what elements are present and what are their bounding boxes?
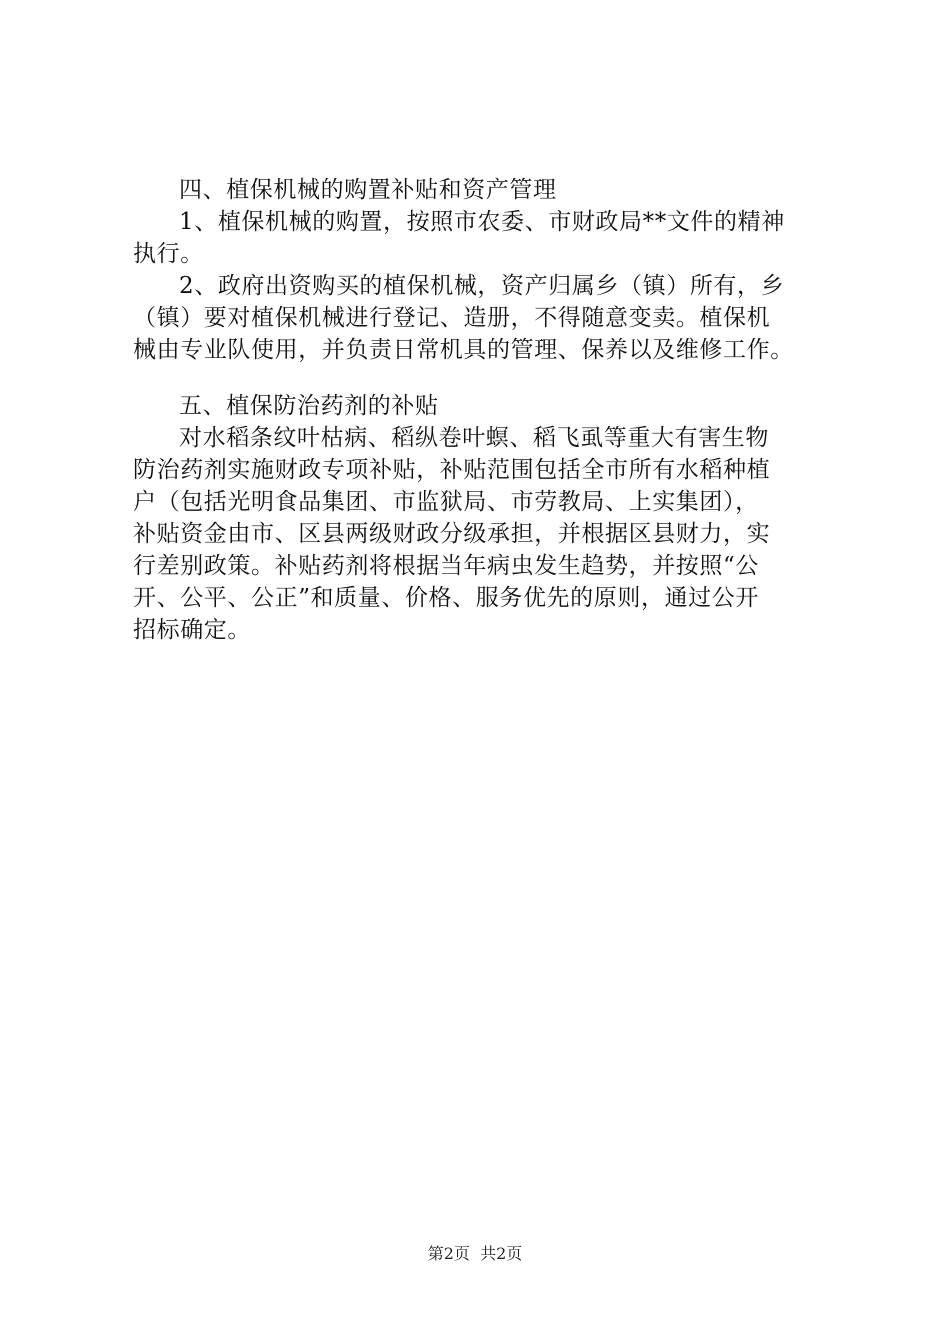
section-4-heading: 四、植保机械的购置补贴和资产管理 [179, 177, 557, 203]
document-body [133, 174, 833, 646]
section-4-item-2-line-3: 械由专业队使用，并负责日常机具的管理、保养以及维修工作。 [133, 337, 794, 363]
page-number-label: 第2页 共2页 [427, 1244, 523, 1263]
section-4-item-1-line-2: 执行。 [133, 241, 204, 267]
section-5-body-line-3: 户（包括光明食品集团、市监狱局、市劳教局、上实集团）， [133, 489, 759, 515]
section-5-body-line-1: 对水稻条纹叶枯病、稻纵卷叶螟、稻飞虱等重大有害生物 [179, 425, 769, 451]
section-spacer [133, 366, 833, 390]
section-5-heading: 五、植保防治药剂的补贴 [179, 393, 439, 419]
section-4-item-2-line-1: 2、政府出资购买的植保机械，资产归属乡（镇）所有，乡 [179, 273, 785, 299]
page-footer [0, 1244, 950, 1264]
section-4-item-1-line-1: 1、植保机械的购置，按照市农委、市财政局**文件的精神 [179, 209, 785, 235]
section-5-body-line-4: 补贴资金由市、区县两级财政分级承担，并根据区县财力，实 [133, 521, 771, 547]
section-5-body-line-7: 招标确定。 [133, 617, 251, 643]
section-5-body-line-5: 行差别政策。补贴药剂将根据当年病虫发生趋势，并按照“公 [133, 553, 759, 579]
section-5-body-line-6: 开、公平、公正”和质量、价格、服务优先的原则，通过公开 [133, 585, 759, 611]
section-5-body-line-2: 防治药剂实施财政专项补贴，补贴范围包括全市所有水稻种植 [133, 457, 771, 483]
section-4-item-2-line-2: （镇）要对植保机械进行登记、造册，不得随意变卖。植保机 [133, 305, 771, 331]
